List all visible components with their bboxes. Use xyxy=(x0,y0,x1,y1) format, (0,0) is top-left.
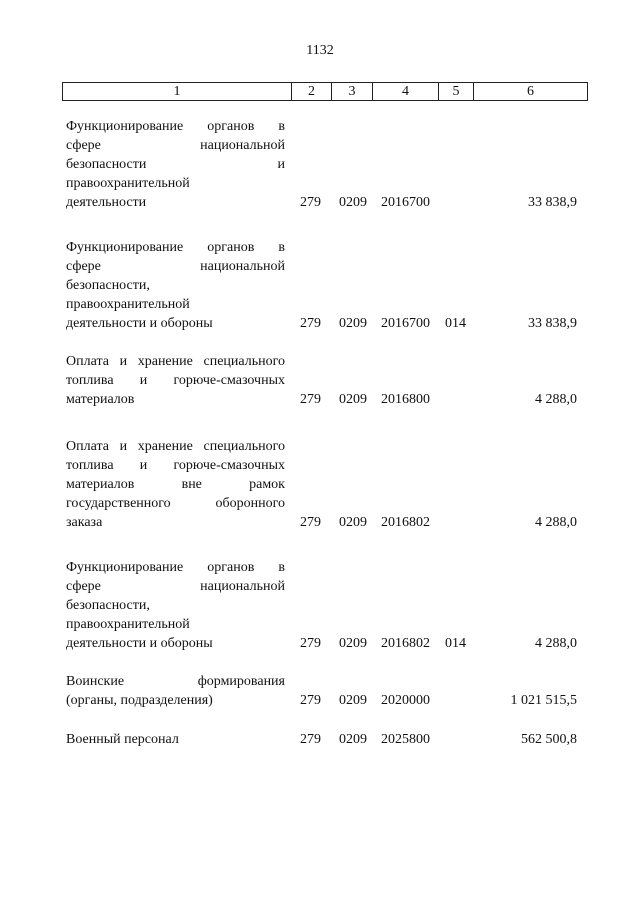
row-cell-c4: 2016700 xyxy=(381,316,430,331)
row-cell-c6: 1 021 515,5 xyxy=(510,693,577,708)
row-description xyxy=(66,672,285,710)
description-line: правоохранительной xyxy=(66,297,190,312)
description-line: Военный персонал xyxy=(66,732,179,747)
description-line: безопасности, xyxy=(66,278,150,293)
description-line: заказа xyxy=(66,515,103,530)
description-line: Функционирование органов в xyxy=(66,240,285,255)
row-cell-c6: 4 288,0 xyxy=(535,636,577,651)
description-line: (органы, подразделения) xyxy=(66,693,213,708)
row-cell-c4: 2016700 xyxy=(381,195,430,210)
description-line: безопасности и xyxy=(66,157,285,172)
row-cell-c6: 4 288,0 xyxy=(535,392,577,407)
row-description xyxy=(66,558,285,653)
row-cell-c3: 0209 xyxy=(339,392,367,407)
row-cell-c3: 0209 xyxy=(339,195,367,210)
description-line: топлива и горюче-смазочных xyxy=(66,373,285,388)
row-cell-c4: 2016800 xyxy=(381,392,430,407)
column-header-4: 4 xyxy=(373,83,439,101)
row-cell-c2: 279 xyxy=(300,392,321,407)
row-cell-c3: 0209 xyxy=(339,316,367,331)
description-line: деятельности xyxy=(66,195,147,210)
description-line: сфере национальной xyxy=(66,579,285,594)
row-cell-c3: 0209 xyxy=(339,732,367,747)
row-cell-c2: 279 xyxy=(300,732,321,747)
column-header-2: 2 xyxy=(292,83,332,101)
row-cell-c6: 4 288,0 xyxy=(535,515,577,530)
row-cell-c2: 279 xyxy=(300,515,321,530)
column-header-3: 3 xyxy=(332,83,373,101)
column-header-1: 1 xyxy=(63,83,292,101)
row-cell-c3: 0209 xyxy=(339,515,367,530)
row-cell-c6: 33 838,9 xyxy=(528,195,577,210)
row-cell-c5: 014 xyxy=(445,316,466,331)
row-cell-c4: 2025800 xyxy=(381,732,430,747)
column-header-table xyxy=(62,82,588,101)
row-description xyxy=(66,352,285,409)
description-line: Оплата и хранение специального xyxy=(66,439,285,454)
description-line: сфере национальной xyxy=(66,259,285,274)
column-header-row xyxy=(63,83,588,101)
description-line: топлива и горюче-смазочных xyxy=(66,458,285,473)
row-cell-c2: 279 xyxy=(300,316,321,331)
description-line: сфере национальной xyxy=(66,138,285,153)
description-line: государственного оборонного xyxy=(66,496,285,511)
row-cell-c4: 2016802 xyxy=(381,636,430,651)
row-cell-c4: 2020000 xyxy=(381,693,430,708)
description-line: материалов вне рамок xyxy=(66,477,285,492)
page-number: 1132 xyxy=(306,43,334,58)
description-line: Воинские формирования xyxy=(66,674,285,689)
row-description xyxy=(66,238,285,333)
row-cell-c6: 562 500,8 xyxy=(521,732,577,747)
row-cell-c6: 33 838,9 xyxy=(528,316,577,331)
description-line: правоохранительной xyxy=(66,176,190,191)
row-description xyxy=(66,730,285,749)
row-cell-c2: 279 xyxy=(300,693,321,708)
description-line: Функционирование органов в xyxy=(66,119,285,134)
row-cell-c2: 279 xyxy=(300,636,321,651)
description-line: безопасности, xyxy=(66,598,150,613)
row-cell-c4: 2016802 xyxy=(381,515,430,530)
column-header-5: 5 xyxy=(439,83,474,101)
row-cell-c3: 0209 xyxy=(339,693,367,708)
description-line: материалов xyxy=(66,392,135,407)
description-line: Функционирование органов в xyxy=(66,560,285,575)
description-line: деятельности и обороны xyxy=(66,636,213,651)
description-line: деятельности и обороны xyxy=(66,316,213,331)
description-line: правоохранительной xyxy=(66,617,190,632)
row-cell-c2: 279 xyxy=(300,195,321,210)
description-line: Оплата и хранение специального xyxy=(66,354,285,369)
row-description xyxy=(66,437,285,532)
row-cell-c5: 014 xyxy=(445,636,466,651)
row-cell-c3: 0209 xyxy=(339,636,367,651)
column-header-6: 6 xyxy=(474,83,588,101)
row-description xyxy=(66,117,285,212)
